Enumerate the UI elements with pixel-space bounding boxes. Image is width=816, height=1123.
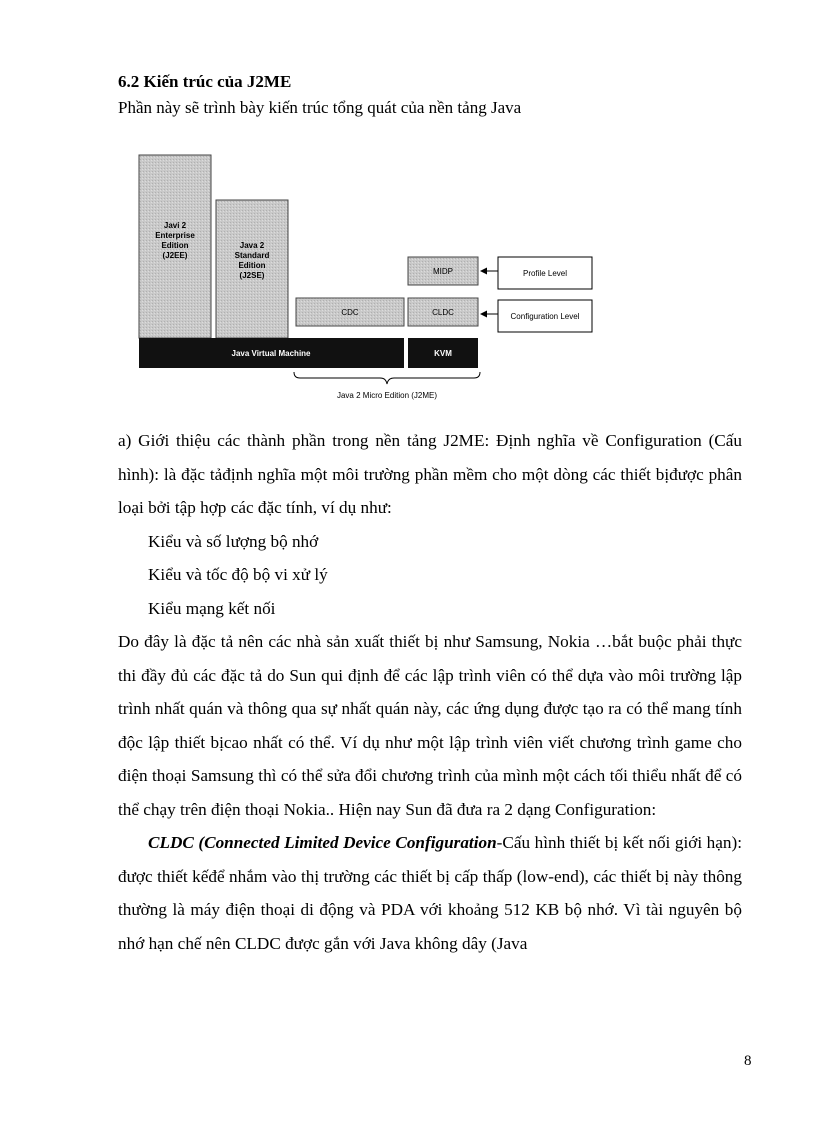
j2ee-block xyxy=(139,155,211,338)
j2me-brace xyxy=(294,372,480,400)
j2me-architecture-diagram xyxy=(134,150,604,410)
cldc-description: -Cấu hình thiết bị kết nối giới hạn): được thiết kếđể nhắm vào thị trường các thiết bị cấp thấp (low-end), các thiết bị này thông thường là máy điện thoại di động và PDA với khoảng 512 KB bộ nhớ. Vì tài nguyên bộ nhớ hạn chế nên CLDC được gắn với Java không dây (Java xyxy=(118,833,742,953)
midp-label: MIDP xyxy=(433,267,453,276)
cldc-term: CLDC (Connected Limited Device Configuration xyxy=(148,833,497,852)
section-heading: 6.2 Kiến trúc của J2ME xyxy=(118,72,292,91)
configuration-level-callout xyxy=(481,300,592,332)
page-number: 8 xyxy=(744,1053,752,1069)
j2ee-label-line-4: (J2EE) xyxy=(162,251,188,260)
j2se-block xyxy=(216,200,288,338)
jvm-bar xyxy=(139,338,404,368)
configuration-level-label: Configuration Level xyxy=(510,312,580,321)
midp-block xyxy=(408,257,478,285)
j2ee-label-line-3: Edition xyxy=(161,241,189,250)
paragraph-vendors: Do đây là đặc tả nên các nhà sản xuất thiết bị như Samsung, Nokia …bắt buộc phải thực thi đầy đủ các đặc tả do Sun qui định để các lập trình viên có thể dựa vào môi trường lập trình nhất quán và thông qua sự nhất quán này, các ứng dụng được tạo ra có thể mang tính độc lập thiết bịcao nhất có thể. Ví dụ như một lập trình viên viết chương trình game cho điện thoại Samsung thì có thể sửa đổi chương trình của mình một cách tối thiểu nhất để có thể chạy trên điện thoại Nokia.. Hiện nay Sun đã đưa ra 2 dạng Configuration: xyxy=(118,632,742,819)
j2se-label-line-2: Standard xyxy=(234,251,270,260)
cdc-label: CDC xyxy=(341,308,359,317)
j2ee-label-line-1: Javi 2 xyxy=(163,221,187,230)
profile-level-label: Profile Level xyxy=(522,269,568,278)
profile-level-callout xyxy=(481,257,592,289)
intro-text: Phần này sẽ trình bày kiến trúc tổng quát của nền tảng Java xyxy=(118,98,522,117)
cldc-label: CLDC xyxy=(432,308,454,317)
j2se-label-line-3: Edition xyxy=(238,261,266,270)
list-item: Kiểu và số lượng bộ nhớ xyxy=(148,531,319,551)
cdc-block xyxy=(296,298,404,326)
j2se-label-line-4: (J2SE) xyxy=(239,271,265,280)
paragraph-cldc xyxy=(118,826,742,960)
j2me-label: Java 2 Micro Edition (J2ME) xyxy=(336,391,438,400)
cldc-block xyxy=(408,298,478,326)
jvm-label: Java Virtual Machine xyxy=(231,349,311,358)
j2ee-label-line-2: Enterprise xyxy=(155,231,195,240)
kvm-bar xyxy=(408,338,478,368)
kvm-label: KVM xyxy=(434,349,452,358)
list-item: Kiểu và tốc độ bộ vi xử lý xyxy=(148,565,328,584)
list-item: Kiểu mạng kết nối xyxy=(148,598,276,618)
paragraph-configuration: a) Giới thiệu các thành phần trong nền tảng J2ME: Định nghĩa về Configuration (Cấu hình): là đặc tảđịnh nghĩa một môi trường phần mềm cho một dòng các thiết bịđược phân loại bởi tập hợp các đặc tính, ví dụ như: xyxy=(118,431,742,517)
j2se-label-line-1: Java 2 xyxy=(239,241,265,250)
body-text xyxy=(118,424,742,960)
